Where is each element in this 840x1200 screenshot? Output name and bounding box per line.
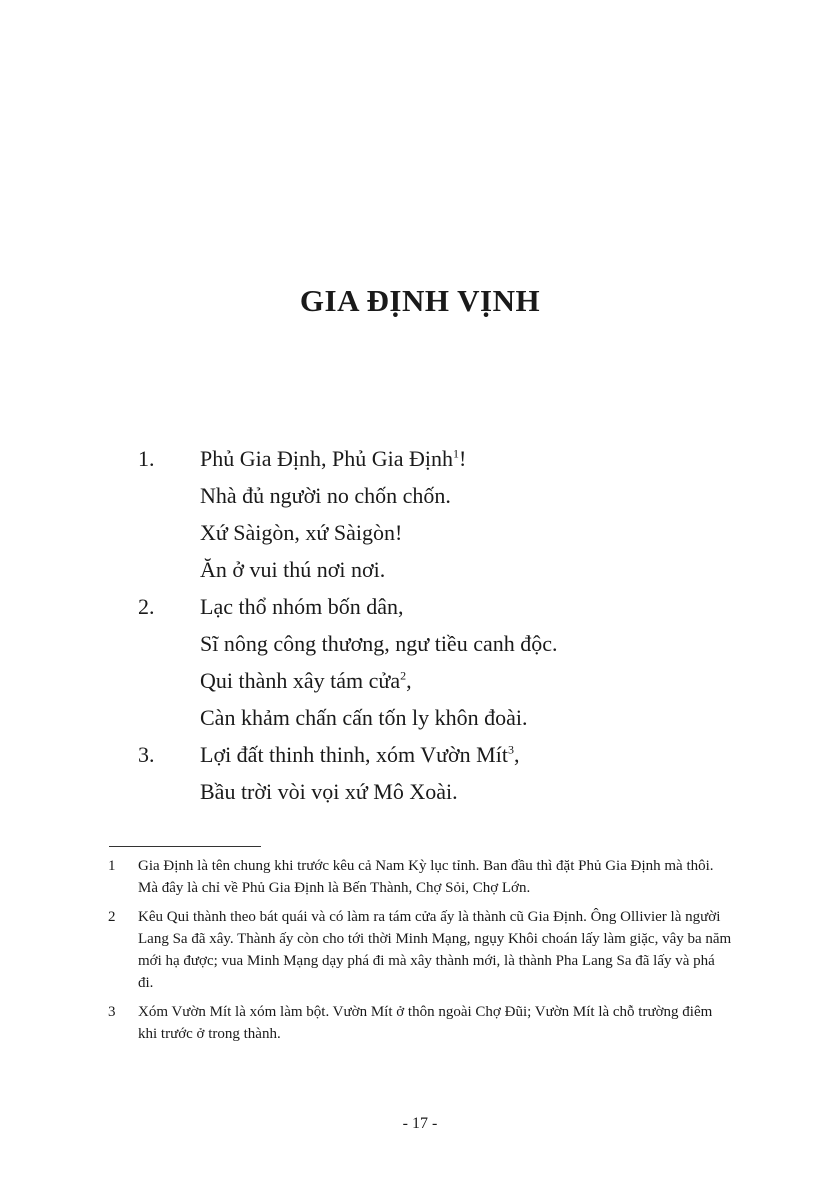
stanza-number: 3. — [138, 742, 155, 767]
stanza-1 — [0, 440, 840, 588]
footnote-number: 3 — [108, 1004, 116, 1020]
poem-line: Sĩ nông công thương, ngư tiều canh độc. — [200, 631, 558, 656]
footnote-ref[interactable]: 3 — [507, 742, 514, 757]
footnote-3 — [0, 1001, 840, 1045]
stanza-2 — [0, 588, 840, 736]
footnote-number: 2 — [108, 909, 116, 925]
footnote-text: Kêu Qui thành theo bát quái và có làm ra tám cửa ấy là thành cũ Gia Định. Ông Ollivier là người Lang Sa đã xây. Thành ấy còn cho tới thời Minh Mạng, ngụy Khôi choán lấy làm giặc, vây ba năm mới hạ được; vua Minh Mạng dạy phá đi mà xây thành mới, là thành Pha Lang Sa đã lấy và phá đi. — [138, 909, 732, 991]
poem-line: Ăn ở vui thú nơi nơi. — [200, 557, 386, 582]
poem-line: Nhà đủ người no chốn chốn. — [200, 483, 451, 508]
poem-line: Càn khảm chấn cấn tốn ly khôn đoài. — [200, 705, 528, 730]
page-number: - 17 - — [402, 1115, 438, 1132]
footnote-ref[interactable]: 1 — [453, 446, 459, 461]
footnote-1 — [0, 855, 840, 899]
footnote-text: Gia Định là tên chung khi trước kêu cả Nam Kỳ lục tỉnh. Ban đầu thì đặt Phủ Gia Định mà thôi. Mà đây là chỉ về Phủ Gia Định là Bến Thành, Chợ Sỏi, Chợ Lớn. — [138, 858, 714, 896]
footnotes — [0, 855, 840, 1052]
poem — [0, 440, 840, 810]
stanza-3 — [0, 736, 840, 810]
footnote-text: Xóm Vườn Mít là xóm làm bột. Vườn Mít ở thôn ngoài Chợ Đũi; Vườn Mít là chỗ trường điêm khi trước ở trong thành. — [138, 1004, 713, 1042]
footnote-ref[interactable]: 2 — [400, 668, 407, 683]
footnote-number: 1 — [108, 858, 116, 874]
poem-line: Qui thành xây tám cửa$^2$, — [200, 668, 412, 693]
stanza-number: 1. — [138, 446, 155, 471]
footnote-2 — [0, 906, 840, 994]
poem-line: Lợi đất thinh thinh, xóm Vườn Mít$^3$, — [200, 742, 520, 767]
poem-line: Xứ Sàigòn, xứ Sàigòn! — [200, 520, 403, 545]
poem-line: Bầu trời vòi vọi xứ Mô Xoài. — [200, 779, 458, 804]
stanza-number: 2. — [138, 594, 155, 619]
poem-line: Phủ Gia Định, Phủ Gia Định$^1$! — [200, 446, 467, 471]
page-title: GIA ĐỊNH VỊNH — [299, 283, 541, 318]
poem-line: Lạc thổ nhóm bốn dân, — [200, 594, 404, 619]
footnote-divider — [109, 846, 261, 847]
